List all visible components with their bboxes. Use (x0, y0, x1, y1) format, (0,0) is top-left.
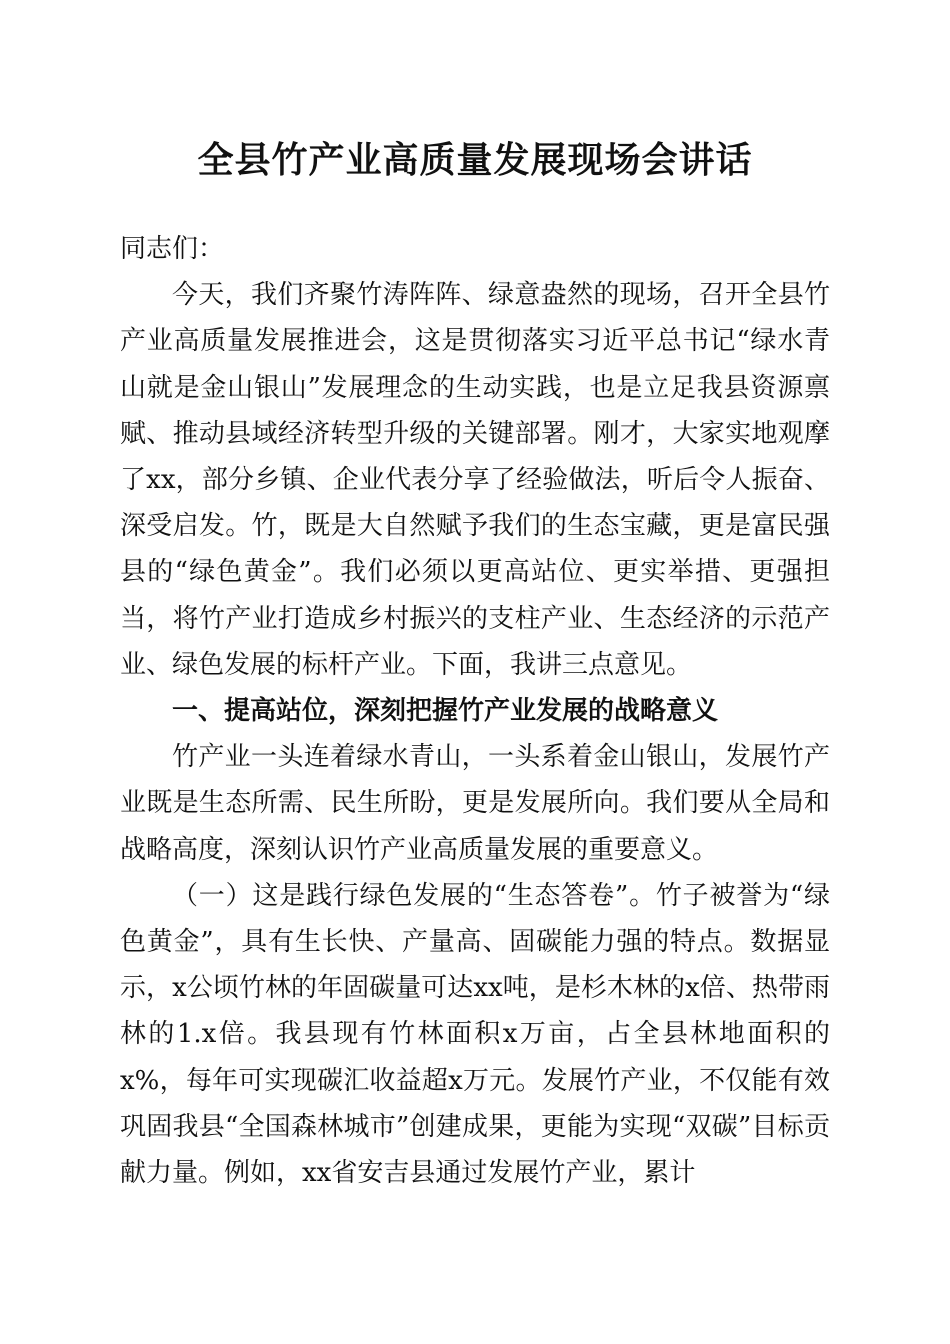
document-body (120, 226, 830, 1196)
intro-paragraph: 今天，我们齐聚竹涛阵阵、绿意盎然的现场，召开全县竹产业高质量发展推进会，这是贯彻落实习近平总书记“绿水青山就是金山银山”发展理念的生动实践，也是立足我县资源禀赋、推动县域经济转型升级的关键部署。刚才，大家实地观摩了xx，部分乡镇、企业代表分享了经验做法，听后令人振奋、深受启发。竹，既是大自然赋予我们的生态宝藏，更是富民强县的“绿色黄金”。我们必须以更高站位、更实举措、更强担当，将竹产业打造成乡村振兴的支柱产业、生态经济的示范产业、绿色发展的标杆产业。下面，我讲三点意见。 (120, 280, 830, 680)
point-1-paragraph: （一）这是践行绿色发展的“生态答卷”。竹子被誉为“绿色黄金”，具有生长快、产量高、固碳能力强的特点。数据显示，x公顷竹林的年固碳量可达xx吨，是杉木林的x倍、热带雨林的1.x倍。我县现有竹林面积x万亩，占全县林地面积的x%，每年可实现碳汇收益超x万元。发展竹产业，不仅能有效巩固我县“全国森林城市”创建成果，更能为实现“双碳”目标贡献力量。例如，xx省安吉县通过发展竹产业，累计 (120, 880, 830, 1189)
section-1-paragraph: 竹产业一头连着绿水青山，一头系着金山银山，发展竹产业既是生态所需、民生所盼，更是发展所向。我们要从全局和战略高度，深刻认识竹产业高质量发展的重要意义。 (120, 742, 830, 865)
document-title: 全县竹产业高质量发展现场会讲话 (197, 139, 753, 181)
section-heading-1: 一、提高站位，深刻把握竹产业发展的战略意义 (172, 696, 719, 727)
salutation: 同志们： (120, 234, 225, 264)
